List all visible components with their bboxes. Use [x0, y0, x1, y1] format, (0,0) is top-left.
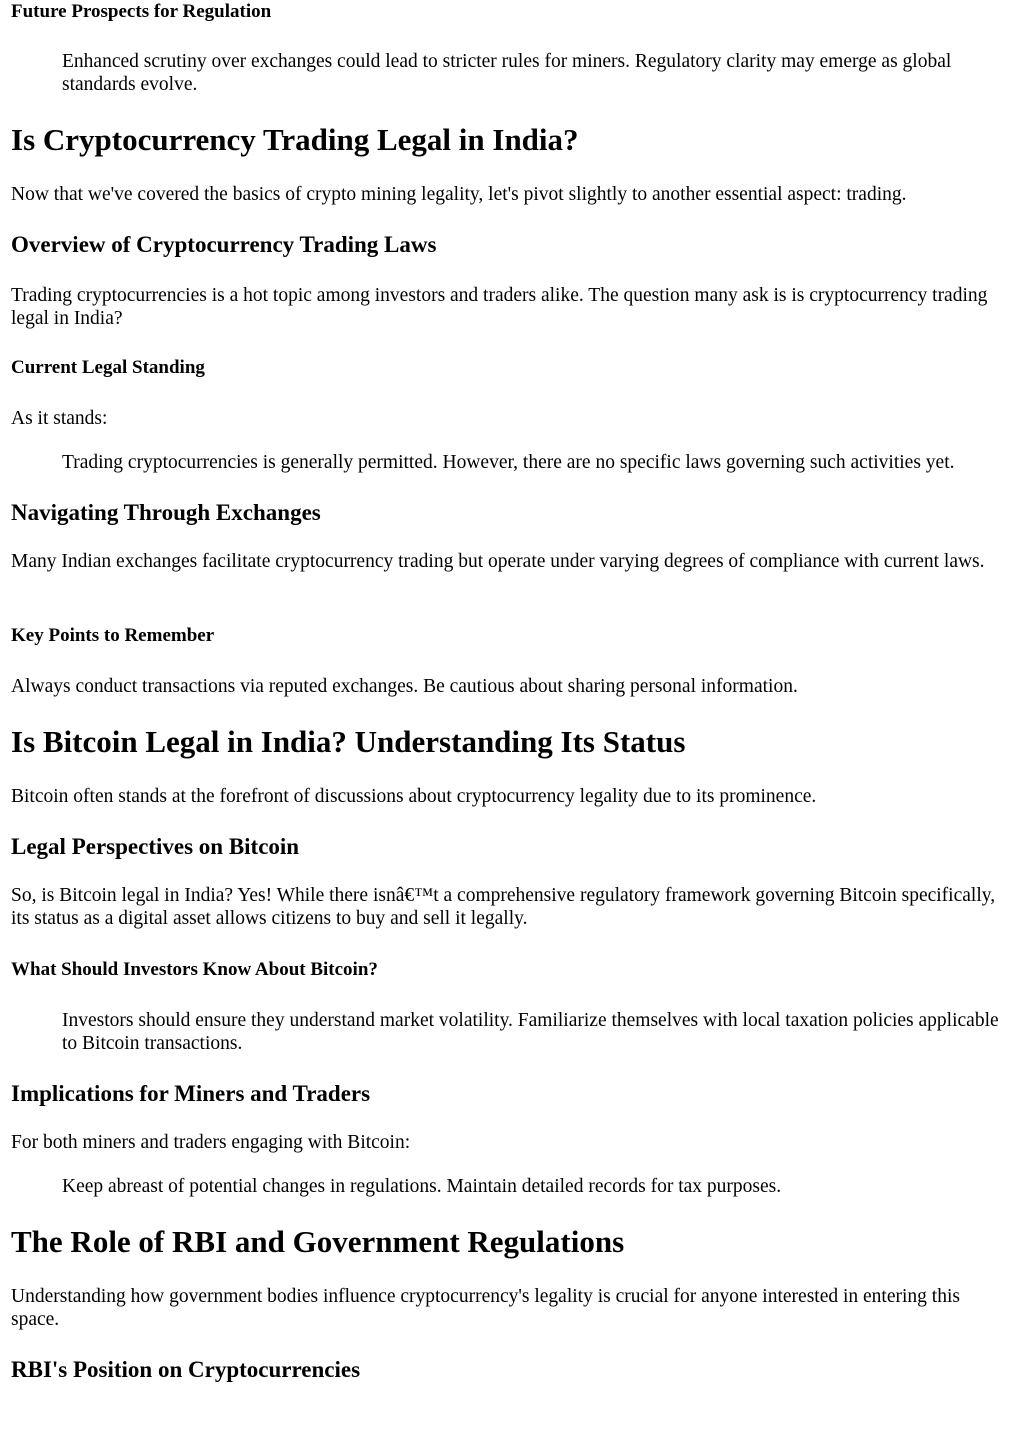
heading-navigating-exchanges: Navigating Through Exchanges	[11, 500, 321, 525]
heading-key-points: Key Points to Remember	[11, 625, 215, 646]
heading-rbi-role: The Role of RBI and Government Regulations	[11, 1224, 625, 1259]
paragraph-trading-laws: Trading cryptocurrencies is a hot topic among investors and traders alike. The question many ask is is cryptocurrency trading legal in India?	[11, 285, 988, 329]
heading-investors-know: What Should Investors Know About Bitcoin?	[11, 959, 378, 980]
blockquote-investors-volatility: Investors should ensure they understand market volatility. Familiarize themselves with local taxation policies applicable to Bitcoin transactions.	[62, 1010, 999, 1054]
heading-current-legal-standing: Current Legal Standing	[11, 357, 205, 378]
paragraph-miners-traders: For both miners and traders engaging with Bitcoin:	[11, 1132, 411, 1153]
paragraph-as-it-stands: As it stands:	[11, 408, 108, 429]
paragraph-trading-intro: Now that we've covered the basics of crypto mining legality, let's pivot slightly to another essential aspect: trading.	[11, 184, 907, 205]
heading-legal-perspectives-bitcoin: Legal Perspectives on Bitcoin	[11, 834, 300, 859]
heading-rbi-position: RBI's Position on Cryptocurrencies	[11, 1357, 361, 1382]
blockquote-future-prospects: Enhanced scrutiny over exchanges could lead to stricter rules for miners. Regulatory clarity may emerge as global standards evolve.	[62, 51, 952, 95]
paragraph-bitcoin-intro: Bitcoin often stands at the forefront of discussions about cryptocurrency legality due to its prominence.	[11, 786, 817, 807]
paragraph-bitcoin-legal-yes: So, is Bitcoin legal in India? Yes! While there isnâ€™t a comprehensive regulatory framework governing Bitcoin specifically, its status as a digital asset allows citizens to buy and sell it legally.	[11, 885, 996, 929]
heading-trading-legal: Is Cryptocurrency Trading Legal in India?	[11, 122, 579, 157]
paragraph-key-points: Always conduct transactions via reputed exchanges. Be cautious about sharing personal information.	[11, 676, 798, 697]
heading-implications: Implications for Miners and Traders	[11, 1081, 371, 1106]
blockquote-trading-permitted: Trading cryptocurrencies is generally permitted. However, there are no specific laws governing such activities yet.	[62, 452, 955, 473]
paragraph-indian-exchanges: Many Indian exchanges facilitate cryptocurrency trading but operate under varying degrees of compliance with current laws.	[11, 551, 985, 572]
heading-trading-laws: Overview of Cryptocurrency Trading Laws	[11, 232, 437, 257]
heading-bitcoin-legal: Is Bitcoin Legal in India? Understanding Its Status	[11, 724, 686, 759]
paragraph-government-bodies: Understanding how government bodies influence cryptocurrency's legality is crucial for anyone interested in entering this space.	[11, 1286, 960, 1330]
heading-future-prospects: Future Prospects for Regulation	[11, 1, 272, 22]
blockquote-keep-abreast: Keep abreast of potential changes in regulations. Maintain detailed records for tax purposes.	[62, 1176, 782, 1197]
